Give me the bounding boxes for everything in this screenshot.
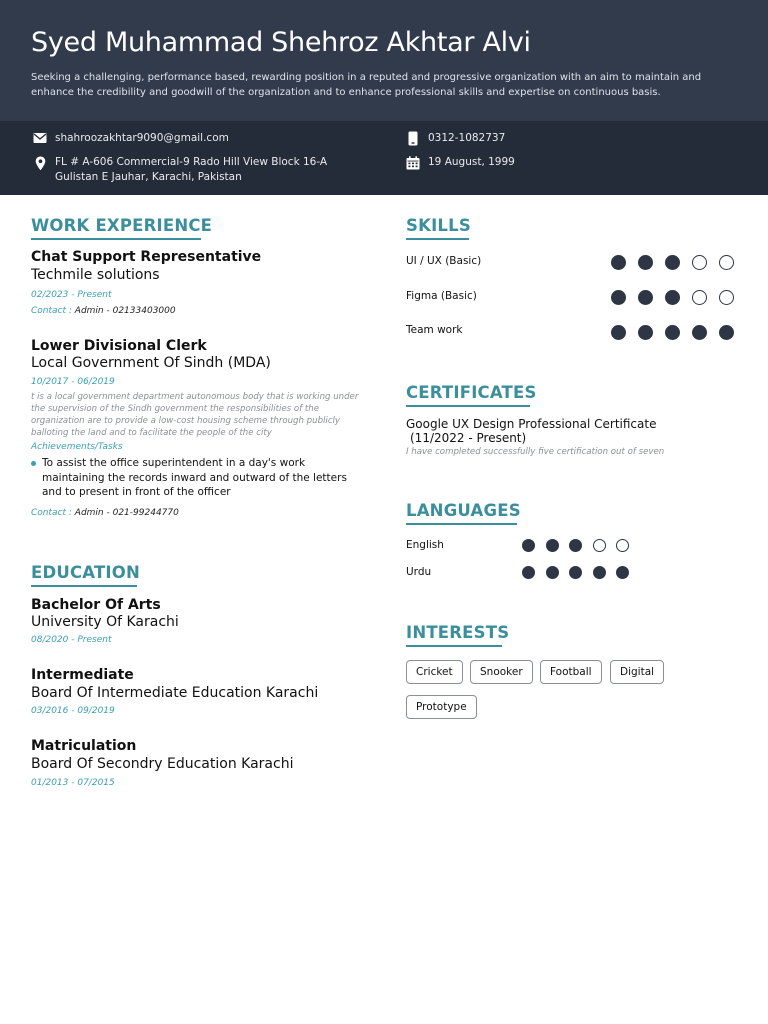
- language-name: English: [406, 539, 444, 551]
- interest-tag: Snooker: [470, 660, 533, 684]
- education-degree: Bachelor Of Arts: [31, 597, 161, 613]
- email-icon: [33, 132, 47, 146]
- rating-dot-empty: [692, 255, 707, 270]
- skill-rating: [611, 325, 746, 340]
- work-experience-heading: WORK EXPERIENCE: [31, 216, 201, 240]
- interest-tag: Cricket: [406, 660, 463, 684]
- job-contact: [31, 508, 179, 518]
- job-company: Techmile solutions: [31, 267, 160, 283]
- achievement-item: [31, 456, 361, 500]
- rating-dot-filled: [611, 325, 626, 340]
- rating-dot-filled: [665, 255, 680, 270]
- education-dates: 01/2013 - 07/2015: [31, 778, 115, 788]
- rating-dot-filled: [719, 325, 734, 340]
- rating-dot-filled: [638, 325, 653, 340]
- contact-email[interactable]: shahroozakhtar9090@gmail.com: [55, 132, 229, 144]
- job-role: Chat Support Representative: [31, 249, 262, 265]
- rating-dot-filled: [638, 290, 653, 305]
- certificates-heading: CERTIFICATES: [406, 383, 530, 407]
- job-contact-value: Admin - 02133403000: [74, 306, 176, 316]
- education-heading: EDUCATION: [31, 563, 137, 587]
- resume-header: [0, 0, 768, 121]
- contact-address-line2: Gulistan E Jauhar, Karachi, Pakistan: [55, 171, 242, 183]
- rating-dot-filled: [611, 255, 626, 270]
- rating-dot-filled: [546, 566, 559, 579]
- education-school: University Of Karachi: [31, 614, 179, 630]
- rating-dot-empty: [719, 290, 734, 305]
- rating-dot-filled: [522, 539, 535, 552]
- skill-rating: [611, 290, 746, 305]
- skills-heading: SKILLS: [406, 216, 469, 240]
- phone-icon: [408, 131, 422, 145]
- contact-bar: [0, 121, 768, 195]
- rating-dot-filled: [593, 566, 606, 579]
- education-degree: Intermediate: [31, 667, 134, 683]
- job-dates: 10/2017 - 06/2019: [31, 377, 115, 387]
- contact-date-of-birth: 19 August, 1999: [428, 156, 515, 168]
- bullet-icon: [31, 461, 36, 466]
- location-pin-icon: [35, 156, 49, 170]
- calendar-icon: [406, 156, 420, 170]
- language-rating: [522, 566, 640, 579]
- education-dates: 03/2016 - 09/2019: [31, 706, 115, 716]
- rating-dot-empty: [616, 539, 629, 552]
- rating-dot-empty: [692, 290, 707, 305]
- skill-name: Figma (Basic): [406, 290, 477, 302]
- skill-name: UI / UX (Basic): [406, 255, 482, 267]
- job-dates: 02/2023 - Present: [31, 290, 112, 300]
- certificate-name: Google UX Design Professional Certificate: [406, 417, 657, 431]
- skill-name: Team work: [406, 324, 463, 336]
- job-contact-label: Contact :: [31, 508, 72, 518]
- rating-dot-filled: [616, 566, 629, 579]
- rating-dot-filled: [665, 290, 680, 305]
- education-dates: 08/2020 - Present: [31, 635, 112, 645]
- job-contact-value: Admin - 021-99244770: [74, 508, 179, 518]
- education-school: Board Of Secondry Education Karachi: [31, 756, 294, 772]
- interests-heading: INTERESTS: [406, 623, 502, 647]
- job-contact-label: Contact :: [31, 306, 72, 316]
- achievements-label: Achievements/Tasks: [31, 442, 123, 452]
- certificate-dates: (11/2022 - Present): [410, 431, 527, 445]
- contact-address-line1: FL # A-606 Commercial-9 Rado Hill View Block 16-A: [55, 156, 328, 168]
- education-degree: Matriculation: [31, 738, 137, 754]
- interest-tag: Prototype: [406, 695, 477, 719]
- achievement-text: To assist the office superintendent in a day's work maintaining the records inward and outward of the letters and to present in front of the officer: [42, 457, 347, 498]
- rating-dot-filled: [522, 566, 535, 579]
- job-contact: [31, 306, 176, 316]
- language-rating: [522, 539, 640, 552]
- interest-tag: Football: [540, 660, 602, 684]
- job-role: Lower Divisional Clerk: [31, 338, 207, 354]
- rating-dot-filled: [665, 325, 680, 340]
- certificate-description: I have completed successfully five certification out of seven: [406, 447, 665, 457]
- rating-dot-filled: [569, 539, 582, 552]
- skill-rating: [611, 255, 746, 270]
- candidate-name: Syed Muhammad Shehroz Akhtar Alvi: [31, 27, 531, 58]
- rating-dot-filled: [692, 325, 707, 340]
- rating-dot-empty: [719, 255, 734, 270]
- rating-dot-filled: [569, 566, 582, 579]
- education-school: Board Of Intermediate Education Karachi: [31, 685, 319, 701]
- rating-dot-filled: [638, 255, 653, 270]
- rating-dot-empty: [593, 539, 606, 552]
- contact-phone[interactable]: 0312-1082737: [428, 132, 506, 144]
- languages-heading: LANGUAGES: [406, 501, 517, 525]
- job-description: t is a local government department autonomous body that is working under the supervision of the Sindh government the responsibilities of the organization are to provide a low-cost housing scheme through publicly balloting the land and to facilitate the people of the city: [31, 392, 359, 438]
- interest-tag: Digital: [610, 660, 664, 684]
- job-company: Local Government Of Sindh (MDA): [31, 355, 271, 371]
- rating-dot-filled: [546, 539, 559, 552]
- language-name: Urdu: [406, 566, 432, 578]
- rating-dot-filled: [611, 290, 626, 305]
- career-objective: Seeking a challenging, performance based, rewarding position in a reputed and progressive organization with an aim to maintain and enhance the credibility and goodwill of the organization and to enhance professional skills and expertise on continuous basis.: [31, 72, 702, 98]
